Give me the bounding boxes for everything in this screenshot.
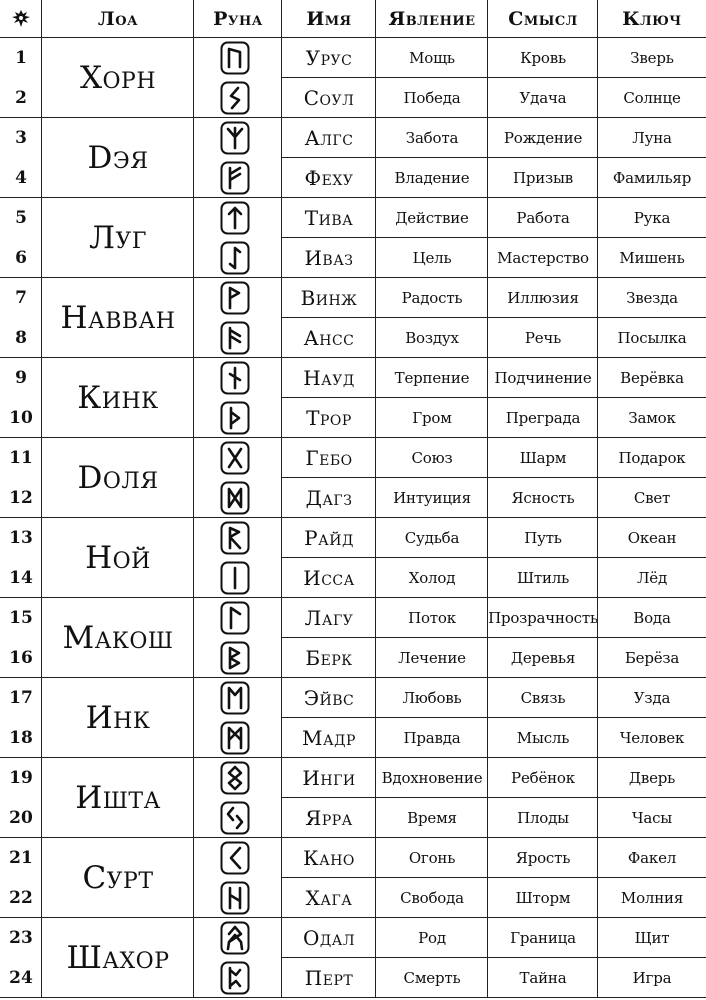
cell-klyuch: Лёд [636, 569, 668, 587]
cell-smysl: Кровь [520, 49, 566, 67]
cell-smysl: Ребёнок [511, 769, 575, 787]
cell-yavlenie: Интуиция [393, 489, 471, 507]
rune-mannaz-icon [220, 721, 250, 755]
rune-name: Кано [303, 846, 355, 870]
cell-smysl: Речь [524, 329, 562, 347]
cell-smysl: Работа [516, 209, 570, 227]
cell-yavlenie: Вдохновение [381, 769, 483, 787]
rune-ehwaz-icon [220, 681, 250, 715]
grid-line [282, 477, 706, 478]
cell-klyuch: Океан [627, 529, 677, 547]
cell-klyuch: Факел [627, 849, 677, 867]
cell-yavlenie: Цель [412, 249, 452, 267]
rune-name: Ансс [303, 326, 355, 350]
rune-name: Берк [305, 646, 353, 670]
cell-yavlenie: Забота [405, 129, 459, 147]
cell-smysl: Иллюзия [507, 289, 579, 307]
grid-line [0, 517, 706, 518]
cell-smysl: Шторм [515, 889, 571, 907]
grid-line [282, 157, 706, 158]
loa-name: Макош [62, 620, 174, 656]
rune-name: Феху [304, 166, 354, 190]
rune-name: Науд [303, 366, 355, 390]
cell-smysl: Путь [524, 529, 562, 547]
cell-klyuch: Фамильяр [612, 169, 692, 187]
cell-klyuch: Замок [628, 409, 676, 427]
cell-klyuch: Часы [631, 809, 673, 827]
cell-klyuch: Подарок [618, 449, 686, 467]
grid-line [282, 877, 706, 878]
cell-smysl: Ясность [511, 489, 575, 507]
rune-jera-icon [220, 801, 250, 835]
cell-yavlenie: Действие [395, 209, 469, 227]
row-number: 14 [9, 568, 33, 588]
grid-line [0, 917, 706, 918]
cell-klyuch: Щит [634, 929, 670, 947]
rune-algiz-icon [220, 121, 250, 155]
cell-klyuch: Звезда [626, 289, 678, 307]
cell-yavlenie: Род [418, 929, 446, 947]
cell-klyuch: Рука [633, 209, 671, 227]
row-number: 21 [9, 848, 33, 868]
grid-line [193, 0, 194, 998]
rune-perthro-icon [220, 961, 250, 995]
rune-name: Алгс [304, 126, 354, 150]
grid-line [0, 997, 706, 998]
cell-smysl: Удача [519, 89, 567, 107]
grid-line [282, 77, 706, 78]
grid-line [0, 437, 706, 438]
cell-smysl: Прозрачность [488, 609, 598, 627]
loa-name: Шахор [66, 940, 170, 976]
cell-yavlenie: Поток [408, 609, 456, 627]
header-yavlenie: Явление [388, 8, 476, 30]
cell-yavlenie: Огонь [408, 849, 456, 867]
row-number: 6 [15, 248, 27, 268]
rune-name: Трор [306, 406, 352, 430]
cell-yavlenie: Холод [408, 569, 456, 587]
row-number: 8 [15, 328, 27, 348]
cell-smysl: Призыв [512, 169, 574, 187]
grid-line [282, 957, 706, 958]
row-number: 20 [9, 808, 33, 828]
row-number: 23 [9, 928, 33, 948]
loa-name: Хорн [79, 60, 157, 96]
grid-line [487, 0, 488, 998]
row-number: 9 [15, 368, 27, 388]
rune-name: Хага [305, 886, 353, 910]
cell-smysl: Мысль [516, 729, 570, 747]
row-number: 16 [9, 648, 33, 668]
row-number: 13 [9, 528, 33, 548]
cell-klyuch: Свет [633, 489, 671, 507]
row-number: 10 [9, 408, 33, 428]
cell-smysl: Тайна [519, 969, 567, 987]
rune-hagalaz-icon [220, 881, 250, 915]
rune-name: Лагу [304, 606, 354, 630]
rune-kenaz-icon [220, 841, 250, 875]
cell-smysl: Штиль [516, 569, 570, 587]
row-number: 4 [15, 168, 27, 188]
rune-name: Иваз [304, 246, 354, 270]
cell-smysl: Плоды [517, 809, 569, 827]
cell-klyuch: Солнце [623, 89, 681, 107]
cell-yavlenie: Лечение [398, 649, 466, 667]
cell-smysl: Связь [520, 689, 566, 707]
cell-klyuch: Верёвка [620, 369, 684, 387]
rune-sowilo-icon [220, 81, 250, 115]
row-number: 5 [15, 208, 27, 228]
grid-line [0, 357, 706, 358]
cell-yavlenie: Любовь [402, 689, 462, 707]
grid-line [0, 197, 706, 198]
rune-name: Гебо [305, 446, 353, 470]
cell-klyuch: Вода [633, 609, 671, 627]
cell-smysl: Подчинение [494, 369, 592, 387]
cell-klyuch: Игра [632, 969, 672, 987]
loa-name: Ной [85, 540, 151, 576]
rune-name: Перт [304, 966, 354, 990]
row-number: 19 [9, 768, 33, 788]
loa-name: Луг [89, 220, 147, 256]
cell-yavlenie: Гром [412, 409, 452, 427]
grid-line [0, 117, 706, 118]
loa-name: Ишта [75, 780, 161, 816]
row-number: 24 [9, 968, 33, 988]
header-klyuch: Ключ [622, 8, 682, 30]
cell-yavlenie: Радость [401, 289, 463, 307]
cell-klyuch: Луна [632, 129, 672, 147]
cell-klyuch: Мишень [619, 249, 685, 267]
rune-name: Одал [302, 926, 356, 950]
cell-yavlenie: Правда [403, 729, 461, 747]
cell-klyuch: Дверь [628, 769, 676, 787]
cell-smysl: Преграда [505, 409, 581, 427]
cell-yavlenie: Воздух [405, 329, 459, 347]
grid-line [281, 0, 282, 998]
grid-line [0, 757, 706, 758]
rune-othala-icon [220, 921, 250, 955]
rune-name: Исса [303, 566, 355, 590]
rune-name: Инги [302, 766, 356, 790]
cell-klyuch: Узда [633, 689, 671, 707]
rune-name: Дагз [305, 486, 353, 510]
cell-yavlenie: Судьба [404, 529, 460, 547]
rune-gebo-icon [220, 441, 250, 475]
grid-line [0, 677, 706, 678]
cell-klyuch: Человек [619, 729, 685, 747]
header-name: Имя [306, 8, 352, 30]
row-number: 11 [9, 448, 33, 468]
row-number: 22 [9, 888, 33, 908]
rune-dagaz-icon [220, 481, 250, 515]
cell-yavlenie: Свобода [400, 889, 464, 907]
header-loa: Лоа [97, 8, 139, 30]
row-number: 15 [9, 608, 33, 628]
row-number: 7 [15, 288, 27, 308]
rune-name: Ярра [305, 806, 353, 830]
grid-line [282, 317, 706, 318]
loa-name: Dэя [87, 140, 149, 176]
cell-yavlenie: Время [407, 809, 457, 827]
grid-line [282, 557, 706, 558]
cell-yavlenie: Союз [411, 449, 453, 467]
rune-wunjo-icon [220, 281, 250, 315]
loa-name: Сурт [82, 860, 154, 896]
row-number: 12 [9, 488, 33, 508]
cell-yavlenie: Смерть [403, 969, 461, 987]
rune-name: Урус [305, 46, 353, 70]
rune-fehu-icon [220, 161, 250, 195]
rune-name: Райд [304, 526, 354, 550]
row-number: 1 [15, 48, 27, 68]
cell-yavlenie: Победа [403, 89, 461, 107]
grid-line [282, 797, 706, 798]
cell-smysl: Деревья [510, 649, 576, 667]
cell-klyuch: Посылка [617, 329, 687, 347]
rune-berkano-icon [220, 641, 250, 675]
grid-line [282, 637, 706, 638]
loa-name: Dоля [77, 460, 159, 496]
rune-ingwaz-icon [220, 761, 250, 795]
rune-thurisaz-icon [220, 401, 250, 435]
loa-name: Навван [60, 300, 176, 336]
cell-yavlenie: Терпение [394, 369, 470, 387]
grid-line [375, 0, 376, 998]
cell-yavlenie: Мощь [409, 49, 455, 67]
rune-naudiz-icon [220, 361, 250, 395]
rune-name: Винж [300, 286, 358, 310]
row-number: 3 [15, 128, 27, 148]
rune-tiwaz-icon [220, 201, 250, 235]
row-number: 2 [15, 88, 27, 108]
grid-line [282, 237, 706, 238]
rune-laguz-icon [220, 601, 250, 635]
cell-smysl: Рождение [503, 129, 583, 147]
grid-line [282, 397, 706, 398]
loa-name: Инк [85, 700, 151, 736]
row-number: 18 [9, 728, 33, 748]
grid-line [0, 597, 706, 598]
header-smysl: Смысл [508, 8, 578, 30]
grid-line [0, 37, 706, 38]
cell-smysl: Шарм [519, 449, 567, 467]
rune-raido-icon [220, 521, 250, 555]
header-rune: Руна [213, 8, 263, 30]
grid-line [41, 0, 42, 998]
rune-uruz-icon [220, 41, 250, 75]
rune-ansuz-icon [220, 321, 250, 355]
cell-klyuch: Молния [620, 889, 684, 907]
rune-name: Соул [303, 86, 355, 110]
grid-line [597, 0, 598, 998]
cell-smysl: Мастерство [497, 249, 589, 267]
grid-line [0, 277, 706, 278]
row-number: 17 [9, 688, 33, 708]
rune-name: Тива [304, 206, 354, 230]
cell-klyuch: Берёза [624, 649, 680, 667]
rune-eihwaz-icon [220, 241, 250, 275]
rune-name: Эйвс [303, 686, 355, 710]
loa-name: Кинк [77, 380, 159, 416]
cell-smysl: Граница [510, 929, 576, 947]
cell-klyuch: Зверь [630, 49, 674, 67]
grid-line [0, 837, 706, 838]
rune-name: Мадр [302, 726, 356, 750]
grid-line [282, 717, 706, 718]
cell-yavlenie: Владение [394, 169, 470, 187]
dragon-logo-icon [0, 0, 42, 38]
rune-isa-icon [220, 561, 250, 595]
cell-smysl: Ярость [515, 849, 571, 867]
